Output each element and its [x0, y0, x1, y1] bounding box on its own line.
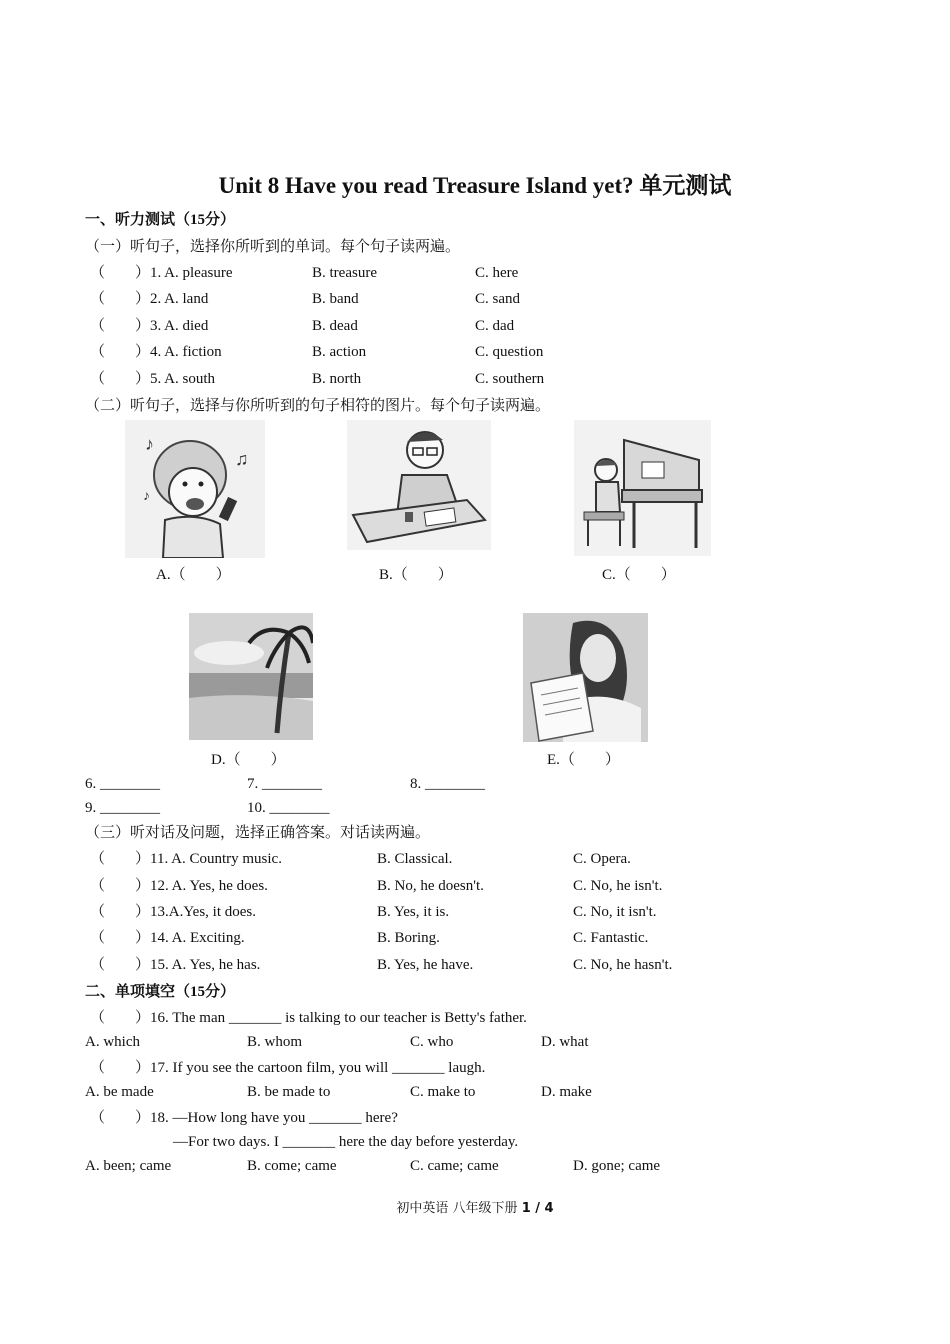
question-stem	[85, 1007, 885, 1029]
caption-c: C.（ ）	[602, 567, 676, 583]
option-b: B. whom	[247, 1034, 303, 1050]
svg-text:♪: ♪	[143, 489, 150, 504]
option-c: C. Fantastic.	[573, 930, 649, 946]
option-c: C. question	[475, 344, 544, 360]
stem-text: 17. If you see the cartoon film, you will _______ laugh.	[150, 1060, 486, 1076]
option-c: C. make to	[410, 1084, 476, 1100]
option-b: B. Boring.	[377, 930, 440, 946]
option-c: C. came; came	[410, 1158, 499, 1174]
answer-bracket: （ ）	[90, 371, 151, 387]
option-c: C. here	[475, 265, 519, 281]
option-b: B. Yes, it is.	[377, 904, 450, 920]
stem-text: 16. The man _______ is talking to our teacher is Betty's father.	[150, 1010, 527, 1026]
options-row	[85, 1031, 885, 1053]
option-a: 4. A. fiction	[150, 344, 222, 360]
question-row	[85, 368, 885, 390]
question-row	[85, 927, 885, 949]
answer-bracket: （ ）	[90, 1110, 151, 1126]
question-row	[85, 954, 885, 976]
option-a: 2. A. land	[150, 291, 209, 307]
question-row	[85, 875, 885, 897]
caption-e: E.（ ）	[547, 752, 620, 768]
part2-instruction: （二）听句子，选择与你所听到的句子相符的图片。每个句子读两遍。	[85, 398, 551, 414]
option-d: D. gone; came	[573, 1158, 661, 1174]
option-c: C. southern	[475, 371, 545, 387]
blank-row	[85, 773, 885, 795]
beach-picture	[189, 613, 313, 740]
caption-d: D.（ ）	[211, 752, 286, 768]
blank-row	[85, 797, 885, 819]
answer-bracket: （ ）	[90, 318, 151, 334]
caption-b: B.（ ）	[379, 567, 453, 583]
option-a: 13.A.Yes, it does.	[150, 904, 256, 920]
option-b: B. Yes, he have.	[377, 957, 474, 973]
options-row	[85, 1081, 885, 1103]
option-a: 3. A. died	[150, 318, 209, 334]
question-stem	[85, 1107, 885, 1129]
option-d: D. what	[541, 1034, 589, 1050]
stem-text: —For two days. I _______ here the day before yesterday.	[173, 1134, 519, 1150]
part3-instruction: （三）听对话及问题，选择正确答案。对话读两遍。	[85, 825, 431, 841]
option-c: C. No, he hasn't.	[573, 957, 673, 973]
question-row	[85, 262, 885, 284]
option-a: A. been; came	[85, 1158, 172, 1174]
option-a: A. which	[85, 1034, 140, 1050]
option-a: 15. A. Yes, he has.	[150, 957, 261, 973]
answer-bracket: （ ）	[90, 1060, 151, 1076]
option-a: 14. A. Exciting.	[150, 930, 245, 946]
page-footer	[0, 1197, 950, 1216]
page-number: 1 / 4	[521, 1201, 554, 1216]
answer-blank[interactable]: 8. ________	[410, 776, 485, 792]
question-row	[85, 848, 885, 870]
answer-bracket: （ ）	[90, 291, 151, 307]
option-c: C. No, it isn't.	[573, 904, 657, 920]
stem-text: 18. —How long have you _______ here?	[150, 1110, 398, 1126]
option-a: 11. A. Country music.	[150, 851, 282, 867]
answer-blank[interactable]: 6. ________	[85, 776, 160, 792]
answer-bracket: （ ）	[90, 344, 151, 360]
section2-heading: 二、单项填空（15分）	[85, 984, 236, 1000]
footer-text: 初中英语 八年级下册	[396, 1201, 522, 1216]
option-c: C. who	[410, 1034, 454, 1050]
writer-picture	[347, 420, 491, 550]
option-b: B. north	[312, 371, 362, 387]
option-a: A. be made	[85, 1084, 154, 1100]
option-c: C. sand	[475, 291, 520, 307]
option-c: C. dad	[475, 318, 515, 334]
option-c: C. No, he isn't.	[573, 878, 663, 894]
answer-blank[interactable]: 9. ________	[85, 800, 160, 816]
reading-woman-picture	[523, 613, 648, 742]
answer-bracket: （ ）	[90, 265, 151, 281]
option-a: 1. A. pleasure	[150, 265, 233, 281]
option-b: B. dead	[312, 318, 358, 334]
option-b: B. Classical.	[377, 851, 453, 867]
section1-heading: 一、听力测试（15分）	[85, 212, 236, 228]
option-b: B. treasure	[312, 265, 377, 281]
option-c: C. Opera.	[573, 851, 631, 867]
option-a: 5. A. south	[150, 371, 216, 387]
question-row	[85, 341, 885, 363]
question-stem-continued	[85, 1131, 885, 1153]
piano-picture	[574, 420, 711, 556]
answer-bracket: （ ）	[90, 851, 151, 867]
part1-instruction: （一）听句子，选择你所听到的单词。每个句子读两遍。	[85, 239, 461, 255]
option-b: B. No, he doesn't.	[377, 878, 484, 894]
question-row	[85, 288, 885, 310]
option-a: 12. A. Yes, he does.	[150, 878, 268, 894]
answer-bracket: （ ）	[90, 904, 151, 920]
answer-blank[interactable]: 10. ________	[247, 800, 330, 816]
option-b: B. be made to	[247, 1084, 331, 1100]
answer-bracket: （ ）	[90, 930, 151, 946]
option-b: B. action	[312, 344, 367, 360]
options-row	[85, 1155, 885, 1177]
question-row	[85, 315, 885, 337]
answer-bracket: （ ）	[90, 1010, 151, 1026]
singer-picture	[125, 420, 265, 558]
question-row	[85, 901, 885, 923]
answer-bracket: （ ）	[90, 957, 151, 973]
option-b: B. come; came	[247, 1158, 337, 1174]
answer-bracket: （ ）	[90, 878, 151, 894]
page-title: Unit 8 Have you read Treasure Island yet? 单元测试	[218, 173, 732, 198]
option-d: D. make	[541, 1084, 592, 1100]
svg-text:♫: ♫	[235, 449, 249, 469]
caption-a: A.（ ）	[156, 567, 231, 583]
question-stem	[85, 1057, 885, 1079]
svg-text:♪: ♪	[145, 434, 154, 454]
answer-blank[interactable]: 7. ________	[247, 776, 322, 792]
option-b: B. band	[312, 291, 359, 307]
